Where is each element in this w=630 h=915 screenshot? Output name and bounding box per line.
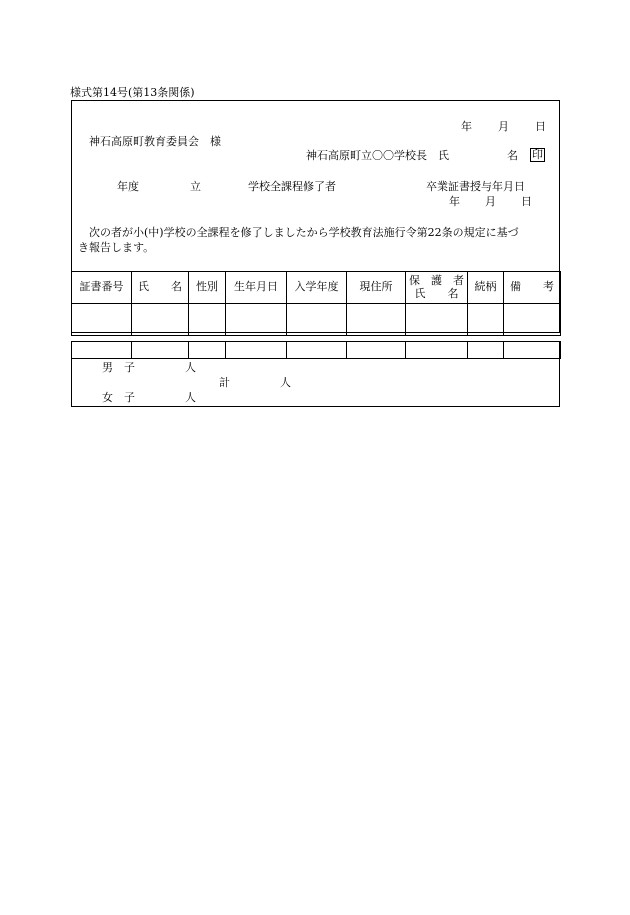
course-year-label: 年度 <box>117 180 139 193</box>
sender-name-char: 名 <box>507 149 518 162</box>
table-cell[interactable] <box>287 342 347 359</box>
award-month: 月 <box>485 195 496 208</box>
total-label: 計 <box>219 376 230 389</box>
table-cell[interactable] <box>226 342 287 359</box>
female-unit: 人 <box>185 391 196 404</box>
body-text-line-2: き報告します。 <box>78 241 155 254</box>
header-remarks: 備 考 <box>504 272 561 304</box>
table-cell[interactable] <box>72 342 132 359</box>
sender-title: 神石高原町立〇〇学校長 氏 <box>306 149 449 162</box>
table-cell[interactable] <box>72 304 132 336</box>
header-relation: 続柄 <box>468 272 504 304</box>
header-name: 氏 名 <box>132 272 189 304</box>
guardian-line-2: 氏 名 <box>414 286 459 300</box>
date-month: 月 <box>498 120 509 133</box>
header-entry-year: 入学年度 <box>287 272 347 304</box>
table-row <box>72 304 561 336</box>
table-header-row <box>72 272 561 304</box>
header-sex: 性別 <box>189 272 226 304</box>
date-year: 年 <box>461 120 472 133</box>
male-label: 男 子 <box>102 361 135 374</box>
table-cell[interactable] <box>406 304 468 336</box>
table-cell[interactable] <box>189 304 226 336</box>
date-day: 日 <box>535 120 546 133</box>
table-cell[interactable] <box>287 304 347 336</box>
table-cell[interactable] <box>226 304 287 336</box>
table-cell[interactable] <box>406 342 468 359</box>
guardian-line-1: 保 護 者 <box>409 274 464 288</box>
body-text-line-1: 次の者が小(中)学校の全課程を修了しましたから学校教育法施行令第22条の規定に基づ <box>89 226 519 239</box>
form-title: 様式第14号(第13条関係) <box>70 86 195 99</box>
total-unit: 人 <box>280 376 291 389</box>
male-unit: 人 <box>185 361 196 374</box>
header-birthdate: 生年月日 <box>226 272 287 304</box>
table-cell[interactable] <box>504 342 561 359</box>
header-guardian-name <box>406 272 468 304</box>
table-cell[interactable] <box>347 304 406 336</box>
award-year: 年 <box>449 195 460 208</box>
continuation-table <box>71 341 561 359</box>
table-cell[interactable] <box>347 342 406 359</box>
student-table <box>71 271 561 336</box>
table-cell[interactable] <box>468 342 504 359</box>
course-text: 学校全課程修了者 <box>248 180 336 193</box>
table-cell[interactable] <box>504 304 561 336</box>
female-label: 女 子 <box>102 391 135 404</box>
header-address: 現住所 <box>347 272 406 304</box>
seal-stamp <box>530 148 545 162</box>
header-cert-number: 証書番号 <box>72 272 132 304</box>
table-cell[interactable] <box>132 342 189 359</box>
table-cell[interactable] <box>189 342 226 359</box>
seal-mark: 印 <box>532 148 543 161</box>
award-day: 日 <box>521 195 532 208</box>
award-date-label: 卒業証書授与年月日 <box>426 180 525 193</box>
course-ritsu: 立 <box>190 180 201 193</box>
addressee: 神石高原町教育委員会 様 <box>89 135 221 148</box>
table-cell[interactable] <box>132 304 189 336</box>
table-row <box>72 342 561 359</box>
table-cell[interactable] <box>468 304 504 336</box>
